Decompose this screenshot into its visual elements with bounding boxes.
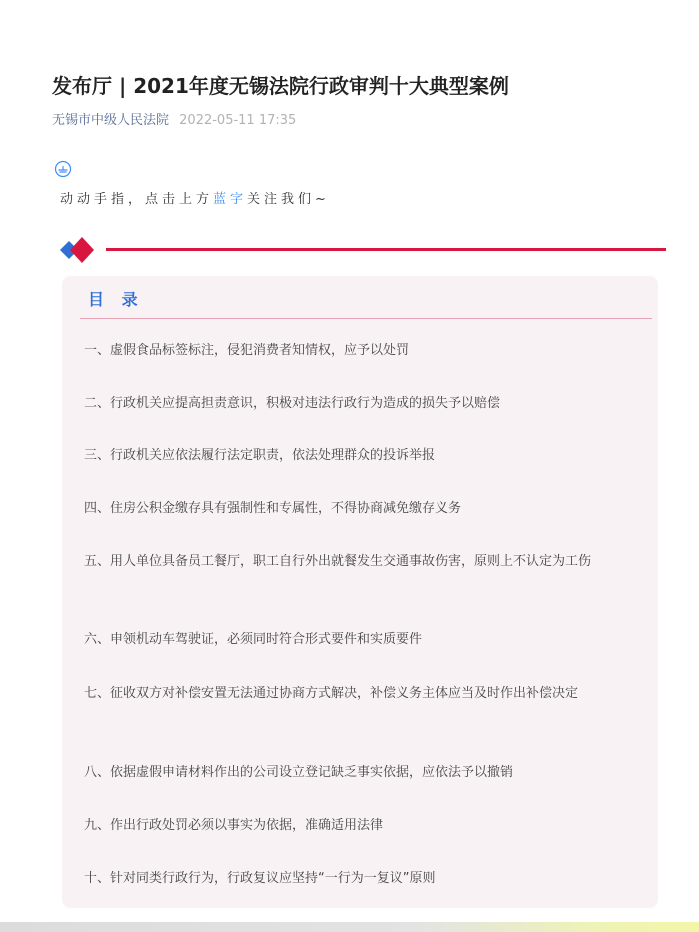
follow-prompt	[60, 190, 330, 210]
toc-item[interactable]: 七、征收双方对补偿安置无法通过协商方式解决，补偿义务主体应当及时作出补偿决定	[84, 686, 579, 701]
follow-suffix: 关注我们~	[247, 192, 330, 207]
toc-item[interactable]: 八、依据虚假申请材料作出的公司设立登记缺乏事实依据，应依法予以撤销	[84, 765, 514, 780]
follow-prefix: 动动手指，点击上方	[60, 192, 214, 207]
toc-item[interactable]: 三、行政机关应依法履行法定职责，依法处理群众的投诉举报	[84, 448, 436, 463]
section-divider	[106, 248, 666, 251]
hand-point-icon	[54, 160, 72, 178]
toc-item[interactable]: 九、作出行政处罚必须以事实为依据，准确适用法律	[84, 818, 384, 833]
article-title: 发布厅 | 2021年度无锡法院行政审判十大典型案例	[52, 74, 509, 98]
article-meta	[52, 112, 296, 130]
follow-highlight: 蓝字	[213, 192, 248, 207]
publish-date: 2022-05-11 17:35	[179, 113, 297, 128]
toc-item[interactable]: 四、住房公积金缴存具有强制性和专属性，不得协商减免缴存义务	[84, 501, 462, 516]
toc-item[interactable]: 五、用人单位具备员工餐厅，职工自行外出就餐发生交通事故伤害，原则上不认定为工伤	[84, 554, 592, 569]
source-link[interactable]: 无锡市中级人民法院	[52, 113, 170, 128]
toc-heading: 目 录	[88, 290, 144, 309]
toc-item[interactable]: 六、申领机动车驾驶证，必须同时符合形式要件和实质要件	[84, 632, 423, 647]
diamond-decoration-icon	[58, 234, 102, 266]
bottom-bar	[0, 922, 699, 932]
toc-item[interactable]: 十、针对同类行政行为，行政复议应坚持“一行为一复议”原则	[84, 871, 436, 886]
toc-item[interactable]: 一、虚假食品标签标注，侵犯消费者知情权，应予以处罚	[84, 343, 410, 358]
toc-divider	[80, 318, 652, 319]
toc-item[interactable]: 二、行政机关应提高担责意识，积极对违法行政行为造成的损失予以赔偿	[84, 396, 501, 411]
